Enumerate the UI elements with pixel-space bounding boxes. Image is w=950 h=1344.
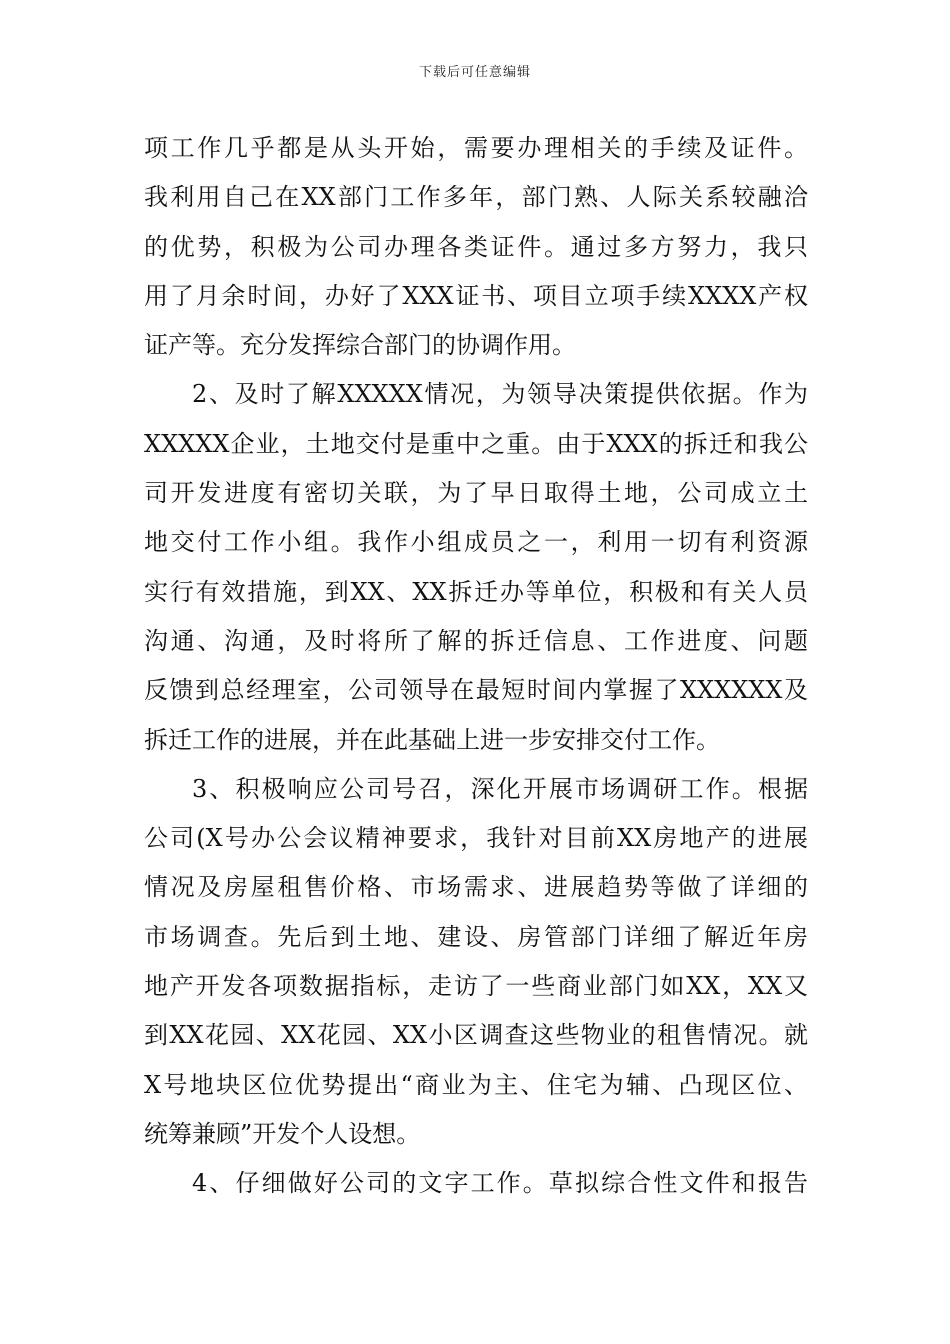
text-line: 我利用自己在XX部门工作多年，部门熟、人际关系较融洽: [144, 183, 808, 212]
text-line: XXXXX企业，土地交付是重中之重。由于XXX的拆迁和我公: [144, 429, 808, 458]
text-line: 证产等。充分发挥综合部门的协调作用。: [144, 331, 576, 360]
text-line: 情况及房屋租售价格、市场需求、进展趋势等做了详细的: [144, 873, 808, 902]
text-line: 统筹兼顾”开发个人设想。: [144, 1119, 421, 1148]
document-body: [144, 124, 808, 1209]
text-line: 用了月余时间，办好了XXX证书、项目立项手续XXXX产权: [144, 281, 808, 310]
text-line: 沟通、沟通，及时将所了解的拆迁信息、工作进度、问题: [144, 626, 808, 655]
page-header: 下载后可任意编辑: [418, 65, 531, 80]
paragraph-start-line: 4、仔细做好公司的文字工作。草拟综合性文件和报告: [192, 1169, 808, 1198]
text-line: 实行有效措施，到XX、XX拆迁办等单位，积极和有关人员: [144, 577, 808, 606]
text-line: 拆迁工作的进展，并在此基础上进一步安排交付工作。: [144, 725, 720, 754]
text-line: 项工作几乎都是从头开始，需要办理相关的手续及证件。: [144, 134, 808, 162]
text-line: 公司(X号办公会议精神要求，我针对目前XX房地产的进展: [144, 824, 808, 853]
paragraph-start-line: 2、及时了解XXXXX情况，为领导决策提供依据。作为: [192, 380, 808, 409]
text-line: 到XX花园、XX花园、XX小区调查这些物业的租售情况。就: [144, 1021, 808, 1050]
text-line: 地交付工作小组。我作小组成员之一，利用一切有利资源: [144, 528, 808, 557]
paragraph-start-line: 3、积极响应公司号召，深化开展市场调研工作。根据: [192, 774, 808, 803]
text-line: 地产开发各项数据指标，走访了一些商业部门如XX，XX又: [144, 972, 808, 1001]
text-line: 反馈到总经理室，公司领导在最短时间内掌握了XXXXXX及: [144, 676, 808, 705]
text-line: X号地块区位优势提出“商业为主、住宅为辅、凸现区位、: [144, 1070, 808, 1099]
text-line: 的优势，积极为公司办理各类证件。通过多方努力，我只: [144, 232, 808, 261]
text-line: 司开发进度有密切关联，为了早日取得土地，公司成立土: [144, 479, 808, 508]
text-line: 市场调查。先后到土地、建设、房管部门详细了解近年房: [144, 922, 808, 951]
